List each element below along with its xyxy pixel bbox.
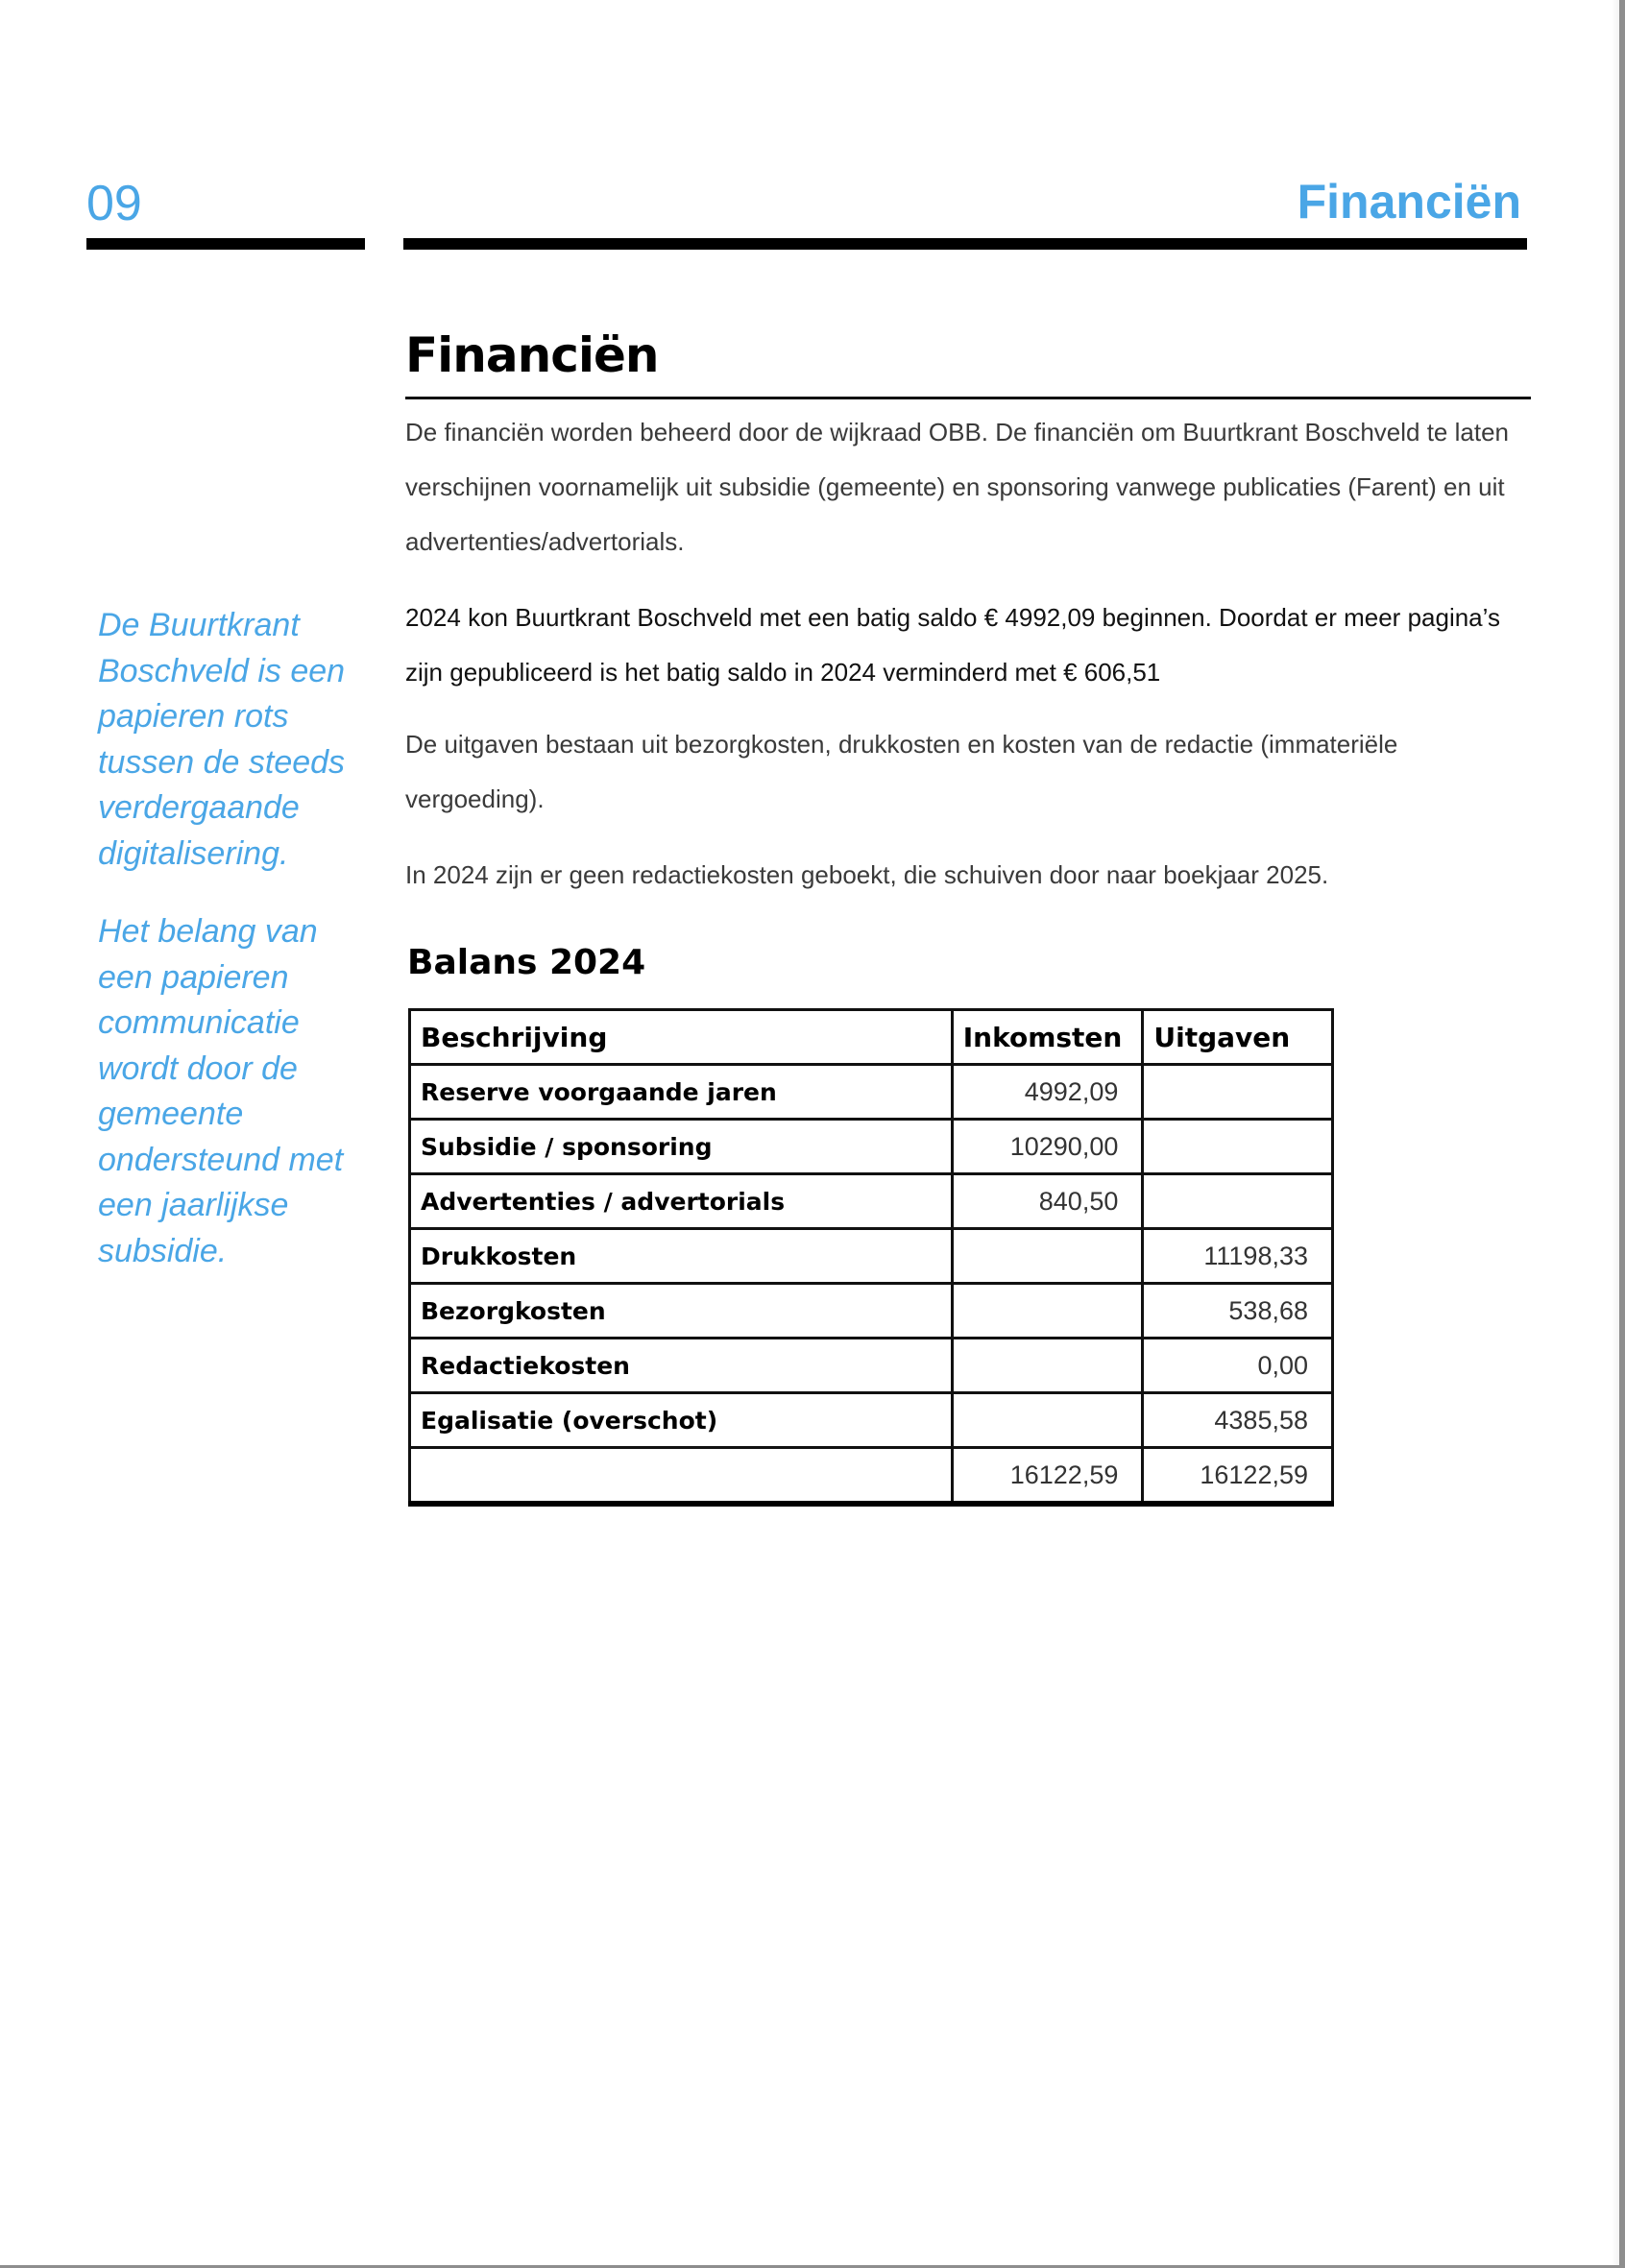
balance-title: Balans 2024 [407, 943, 646, 982]
row-income: 840,50 [952, 1174, 1143, 1229]
row-description: Drukkosten [410, 1229, 953, 1284]
totals-description [410, 1448, 953, 1505]
page-number: 09 [86, 176, 142, 231]
row-description: Redactiekosten [410, 1339, 953, 1393]
row-expense: 538,68 [1143, 1284, 1333, 1339]
table-row [410, 1120, 1333, 1174]
sidebar-pull-quotes [98, 603, 367, 1307]
row-income: 4992,09 [952, 1065, 1143, 1120]
row-expense [1143, 1174, 1333, 1229]
table-row [410, 1065, 1333, 1120]
row-income [952, 1393, 1143, 1448]
page-title: Financiën [405, 322, 1531, 399]
row-description: Advertenties / advertorials [410, 1174, 953, 1229]
table-row [410, 1339, 1333, 1393]
column-header-expense: Uitgaven [1143, 1010, 1333, 1065]
row-expense: 0,00 [1143, 1339, 1333, 1393]
intro-paragraph: De financiën worden beheerd door de wijkraad OBB. De financiën om Buurtkrant Boschveld te laten verschijnen voornamelijk uit subsidie (gemeente) en sponsoring vanwege publicaties (Farent) en uit advertenties/advertorials. [405, 418, 1509, 556]
total-income: 16122,59 [952, 1448, 1143, 1505]
balance-paragraph: 2024 kon Buurtkrant Boschveld met een batig saldo € 4992,09 beginnen. Doordat er meer pagina’s zijn gepubliceerd is het batig saldo in 2024 verminderd met € 606,51 [405, 603, 1500, 687]
row-expense [1143, 1065, 1333, 1120]
totals-row [410, 1448, 1333, 1505]
row-income [952, 1284, 1143, 1339]
row-income: 10290,00 [952, 1120, 1143, 1174]
table-header-row [410, 1010, 1333, 1065]
table-row [410, 1174, 1333, 1229]
row-expense: 4385,58 [1143, 1393, 1333, 1448]
column-header-description: Beschrijving [410, 1010, 953, 1065]
page-edge-shadow [1612, 0, 1619, 2268]
row-description: Subsidie / sponsoring [410, 1120, 953, 1174]
table-row [410, 1229, 1333, 1284]
header-rule-left [86, 238, 365, 250]
editorial-costs-paragraph: In 2024 zijn er geen redactiekosten geboekt, die schuiven door naar boekjaar 2025. [405, 860, 1329, 889]
row-description: Egalisatie (overschot) [410, 1393, 953, 1448]
row-expense [1143, 1120, 1333, 1174]
row-income [952, 1339, 1143, 1393]
expenses-paragraph: De uitgaven bestaan uit bezorgkosten, drukkosten en kosten van de redactie (immateriële vergoeding). [405, 730, 1398, 813]
page-right-edge [1619, 0, 1625, 2268]
total-expense: 16122,59 [1143, 1448, 1333, 1505]
pull-quote: Het belang van een papieren communicatie wordt door de gemeente ondersteund met een jaarlijkse subsidie. [98, 913, 344, 1269]
row-income [952, 1229, 1143, 1284]
table-row [410, 1393, 1333, 1448]
main-content [405, 322, 1531, 1507]
balance-table [408, 1008, 1334, 1507]
running-header-title: Financiën [1297, 175, 1521, 229]
row-description: Bezorgkosten [410, 1284, 953, 1339]
table-row [410, 1284, 1333, 1339]
column-header-income: Inkomsten [952, 1010, 1143, 1065]
pull-quote: De Buurtkrant Boschveld is een papieren rots tussen de steeds verdergaande digitalisering. [98, 607, 346, 872]
header-rule-right [403, 238, 1527, 250]
row-expense: 11198,33 [1143, 1229, 1333, 1284]
row-description: Reserve voorgaande jaren [410, 1065, 953, 1120]
